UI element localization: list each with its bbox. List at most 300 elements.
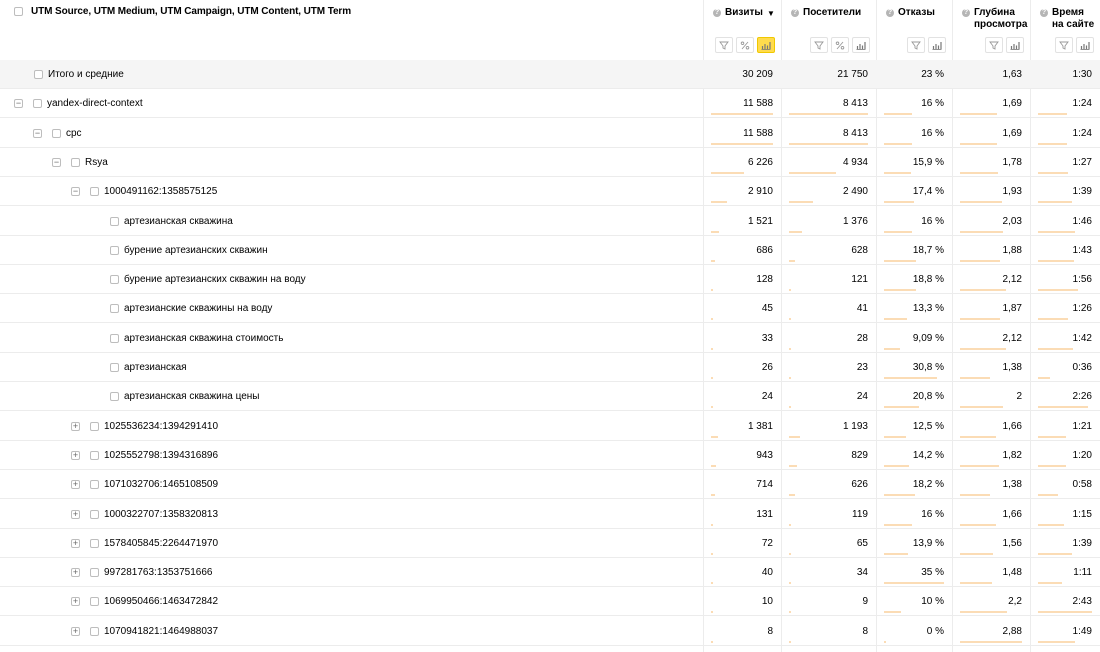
table-row[interactable] xyxy=(0,529,1100,558)
metric-value: 829 xyxy=(851,449,868,461)
metric-cell-bounce xyxy=(876,441,952,470)
share-bar xyxy=(960,260,1000,262)
row-dimension xyxy=(110,353,187,382)
share-bar xyxy=(960,201,1002,203)
metric-value: 1:46 xyxy=(1072,215,1092,227)
metric-value: 40 xyxy=(761,567,773,579)
metric-value: 16 % xyxy=(921,98,944,110)
row-label[interactable]: 1000322707:1358320813 xyxy=(104,508,219,520)
metric-cell-visitors xyxy=(781,470,876,499)
header-col-visitors xyxy=(781,0,876,60)
share-bar xyxy=(1038,143,1067,145)
row-label[interactable]: 1000491162:1358575125 xyxy=(104,186,218,198)
share-bar xyxy=(789,113,868,115)
metric-value: 23 xyxy=(856,362,868,373)
row-label[interactable]: артезианские скважины на воду xyxy=(124,303,273,315)
share-bar xyxy=(884,524,912,526)
share-bar xyxy=(1038,260,1074,262)
row-label[interactable]: 1578405845:2264471970 xyxy=(104,537,219,549)
table-row[interactable] xyxy=(0,89,1100,118)
metric-cell-bounce xyxy=(876,89,952,118)
metric-value: 1:21 xyxy=(1072,420,1092,432)
share-bar xyxy=(711,201,727,203)
metric-value: 1:43 xyxy=(1072,244,1092,256)
share-bar xyxy=(960,113,997,115)
sort-desc-icon[interactable]: ▼ xyxy=(766,9,775,18)
header-label-depth xyxy=(974,7,1027,31)
share-bar xyxy=(884,231,912,233)
metric-value: 131 xyxy=(756,508,773,520)
percent-icon[interactable] xyxy=(736,37,754,53)
share-bar xyxy=(711,611,713,613)
share-bar xyxy=(789,318,791,320)
row-checkbox[interactable] xyxy=(71,158,80,167)
row-checkbox[interactable] xyxy=(90,539,99,548)
share-bar xyxy=(711,553,713,555)
metric-value: 1,78 xyxy=(1002,156,1022,168)
filter-icon[interactable] xyxy=(985,37,1003,53)
share-bar xyxy=(960,494,990,496)
header-line2: на сайте xyxy=(1052,19,1095,30)
share-bar xyxy=(711,113,773,115)
row-checkbox[interactable] xyxy=(90,597,99,606)
header-title-depth[interactable] xyxy=(962,7,1027,31)
metric-cell-bounce xyxy=(876,207,952,236)
metric-value: 2 xyxy=(1016,391,1022,403)
metric-cell-bounce xyxy=(876,294,952,323)
row-label[interactable]: 1025536234:1394291410 xyxy=(104,420,219,432)
metric-value: 128 xyxy=(756,274,773,286)
share-bar xyxy=(789,289,791,291)
metric-value: 119 xyxy=(852,508,868,520)
metric-cell-depth xyxy=(952,60,1030,89)
metric-cell-time xyxy=(1030,353,1100,382)
share-bar xyxy=(1038,289,1078,291)
share-bar xyxy=(711,377,713,379)
row-checkbox[interactable] xyxy=(110,304,119,313)
metric-cell-depth xyxy=(952,617,1030,646)
metric-cell-time xyxy=(1030,382,1100,411)
metric-value: 72 xyxy=(761,537,773,549)
bars-icon[interactable] xyxy=(852,37,870,53)
row-label[interactable]: артезианская скважина стоимость xyxy=(124,332,284,344)
expand-icon[interactable]: + xyxy=(72,420,79,431)
header-line1: Визиты xyxy=(725,7,763,18)
row-checkbox[interactable] xyxy=(33,99,42,108)
collapse-icon[interactable]: − xyxy=(34,127,41,138)
collapse-icon[interactable]: − xyxy=(72,186,79,197)
metric-cell-time xyxy=(1030,207,1100,236)
share-bar xyxy=(789,406,791,408)
share-bar xyxy=(789,611,791,613)
share-bar xyxy=(1038,231,1075,233)
share-bar xyxy=(884,465,909,467)
column-tools xyxy=(1055,37,1094,53)
filter-icon[interactable] xyxy=(907,37,925,53)
expand-icon[interactable]: + xyxy=(72,596,79,607)
metric-value: 1:11 xyxy=(1073,567,1092,579)
metric-value: 65 xyxy=(856,537,868,549)
table-row[interactable] xyxy=(0,236,1100,265)
share-bar xyxy=(789,494,795,496)
share-bar xyxy=(960,436,996,438)
row-dimension xyxy=(71,529,218,558)
share-bar xyxy=(789,348,791,350)
table-row[interactable] xyxy=(0,177,1100,206)
row-checkbox[interactable] xyxy=(110,392,119,401)
metric-value: 1 521 xyxy=(747,215,773,227)
metric-cell-visits xyxy=(703,500,781,529)
table-row[interactable] xyxy=(0,294,1100,323)
metric-value: 20,8 % xyxy=(912,391,944,403)
bars-icon[interactable] xyxy=(928,37,946,53)
share-bar xyxy=(884,611,901,613)
share-bar xyxy=(884,348,900,350)
metric-cell-depth xyxy=(952,148,1030,177)
share-bar xyxy=(884,494,915,496)
expand-icon[interactable]: + xyxy=(72,449,79,460)
header-col-depth xyxy=(952,0,1030,60)
share-bar xyxy=(1038,611,1092,613)
row-checkbox[interactable] xyxy=(90,422,99,431)
metric-cell-time xyxy=(1030,294,1100,323)
share-bar xyxy=(711,318,713,320)
row-label[interactable]: 1025552798:1394316896 xyxy=(104,449,219,461)
metric-value: 1,69 xyxy=(1002,98,1022,110)
share-bar xyxy=(789,582,791,584)
metric-cell-time xyxy=(1030,441,1100,470)
totals-row[interactable] xyxy=(0,60,1100,89)
row-label[interactable]: 1070941821:1464988037 xyxy=(104,625,219,637)
header-line2: просмотра xyxy=(974,19,1028,30)
row-label[interactable]: артезианская скважина xyxy=(124,215,233,227)
metric-value: 1,63 xyxy=(1002,69,1022,80)
metric-cell-depth xyxy=(952,558,1030,587)
table-row[interactable] xyxy=(0,353,1100,382)
metric-value: 1,82 xyxy=(1002,449,1022,461)
share-bar xyxy=(1038,553,1072,555)
table-row[interactable] xyxy=(0,587,1100,616)
metric-cell-depth xyxy=(952,324,1030,353)
row-checkbox[interactable] xyxy=(52,129,61,138)
metric-cell-bounce xyxy=(876,265,952,294)
share-bar xyxy=(884,143,912,145)
metric-value: 0 % xyxy=(926,625,944,637)
metric-cell-bounce xyxy=(876,60,952,89)
share-bar xyxy=(960,524,996,526)
metric-value: 1,38 xyxy=(1002,362,1022,373)
share-bar xyxy=(884,582,944,584)
row-checkbox[interactable] xyxy=(90,451,99,460)
metric-cell-visitors xyxy=(781,382,876,411)
metric-value: 1,69 xyxy=(1002,127,1022,139)
metric-value: 1:15 xyxy=(1072,508,1092,520)
metric-cell-visits xyxy=(703,587,781,616)
header-title-visits[interactable] xyxy=(713,7,775,20)
metric-value: 626 xyxy=(851,479,868,491)
bars-glyph xyxy=(932,41,942,50)
share-bar xyxy=(1038,172,1068,174)
table-row[interactable] xyxy=(0,324,1100,353)
metric-cell-visitors xyxy=(781,617,876,646)
expand-icon[interactable]: + xyxy=(72,508,79,519)
row-checkbox[interactable] xyxy=(34,70,43,79)
metric-value: 33 xyxy=(761,332,773,344)
table-row[interactable] xyxy=(0,148,1100,177)
row-label[interactable]: 1071032706:1465108509 xyxy=(104,479,219,491)
bars-glyph xyxy=(1080,41,1090,50)
metric-value: 1:24 xyxy=(1072,98,1092,110)
metric-value: 10 xyxy=(761,596,773,608)
metric-cell-visitors xyxy=(781,236,876,265)
row-label[interactable]: 997281763:1353751666 xyxy=(104,567,213,579)
row-label[interactable]: Rsya xyxy=(85,156,108,168)
metric-value: 1,38 xyxy=(1002,479,1022,491)
metric-value: 30 209 xyxy=(742,69,773,80)
metric-value: 2:26 xyxy=(1072,391,1092,403)
metric-cell-time xyxy=(1030,265,1100,294)
table-row[interactable] xyxy=(0,207,1100,236)
row-dimension xyxy=(71,412,218,441)
expand-icon[interactable]: + xyxy=(72,479,79,490)
expand-icon[interactable]: + xyxy=(72,567,79,578)
row-dimension xyxy=(14,89,143,118)
metric-value: 16 % xyxy=(921,508,944,520)
metric-value: 16 % xyxy=(921,215,944,227)
row-checkbox[interactable] xyxy=(110,363,119,372)
share-bar xyxy=(884,113,912,115)
share-bar xyxy=(789,553,791,555)
row-dimension xyxy=(110,236,268,265)
metric-value: 8 xyxy=(862,625,868,637)
metric-value: 686 xyxy=(756,244,773,256)
metric-cell-visitors xyxy=(781,60,876,89)
metric-cell-visits xyxy=(703,558,781,587)
metric-cell-bounce xyxy=(876,617,952,646)
collapse-icon[interactable]: − xyxy=(15,98,22,109)
collapse-icon[interactable]: − xyxy=(53,156,60,167)
metric-cell-depth xyxy=(952,236,1030,265)
metric-value: 1:56 xyxy=(1072,274,1092,286)
metric-value: 16 % xyxy=(921,127,944,139)
expand-icon[interactable]: + xyxy=(72,537,79,548)
bars-icon[interactable] xyxy=(1006,37,1024,53)
metric-cell-visitors xyxy=(781,265,876,294)
row-label[interactable]: артезианская xyxy=(124,362,187,373)
row-label[interactable]: бурение артезианских скважин xyxy=(124,244,268,256)
metric-value: 628 xyxy=(851,244,868,256)
filter-glyph xyxy=(989,41,999,50)
column-tools xyxy=(810,37,870,53)
metric-cell-visits xyxy=(703,382,781,411)
bars-icon[interactable] xyxy=(1076,37,1094,53)
metric-cell-time xyxy=(1030,412,1100,441)
header-label-visitors xyxy=(803,7,861,19)
row-label[interactable]: yandex-direct-context xyxy=(47,98,143,110)
help-icon[interactable]: ? xyxy=(714,9,720,16)
row-checkbox[interactable] xyxy=(110,334,119,343)
bars-icon[interactable] xyxy=(757,37,775,53)
header-title-time[interactable] xyxy=(1040,7,1094,31)
metric-cell-visits xyxy=(703,177,781,206)
share-bar xyxy=(960,289,1006,291)
percent-glyph xyxy=(835,41,845,50)
metric-cell-bounce xyxy=(876,529,952,558)
header-col-time xyxy=(1030,0,1100,60)
table-row[interactable] xyxy=(0,617,1100,646)
metric-cell-visitors xyxy=(781,207,876,236)
table-header xyxy=(0,0,1100,61)
metric-value: 30,8 % xyxy=(912,362,944,373)
share-bar xyxy=(1038,582,1062,584)
metric-cell-visitors xyxy=(781,558,876,587)
row-dimension xyxy=(110,265,306,294)
share-bar xyxy=(789,436,800,438)
row-checkbox[interactable] xyxy=(90,627,99,636)
row-checkbox[interactable] xyxy=(90,480,99,489)
metric-value: 1:39 xyxy=(1072,186,1092,198)
share-bar xyxy=(711,289,713,291)
share-bar xyxy=(960,231,1003,233)
metric-value: 1:20 xyxy=(1072,449,1092,461)
metric-value: 2,12 xyxy=(1002,332,1022,344)
metric-cell-visitors xyxy=(781,587,876,616)
metric-cell-bounce xyxy=(876,324,952,353)
metric-cell-time xyxy=(1030,617,1100,646)
row-dimension xyxy=(110,324,283,353)
table-row[interactable] xyxy=(0,119,1100,148)
row-checkbox[interactable] xyxy=(110,275,119,284)
share-bar xyxy=(789,172,836,174)
table-row[interactable] xyxy=(0,470,1100,499)
row-label[interactable]: cpc xyxy=(66,127,82,139)
percent-icon[interactable] xyxy=(831,37,849,53)
metric-value: 4 934 xyxy=(842,156,868,168)
share-bar xyxy=(711,231,719,233)
metric-cell-visits xyxy=(703,470,781,499)
share-bar xyxy=(884,406,919,408)
header-label-visits xyxy=(725,7,763,19)
metric-cell-visitors xyxy=(781,177,876,206)
share-bar xyxy=(884,260,916,262)
row-label[interactable]: бурение артезианских скважин на воду xyxy=(124,274,306,286)
share-bar xyxy=(884,318,907,320)
share-bar xyxy=(960,172,998,174)
share-bar xyxy=(1038,348,1073,350)
metric-value: 11 588 xyxy=(743,98,773,110)
header-label-bounce xyxy=(898,7,935,19)
filter-icon[interactable] xyxy=(715,37,733,53)
metric-cell-visits xyxy=(703,324,781,353)
table-row[interactable] xyxy=(0,265,1100,294)
row-checkbox[interactable] xyxy=(90,568,99,577)
expand-icon[interactable]: + xyxy=(72,625,79,636)
metric-value: 1,87 xyxy=(1002,303,1022,315)
row-checkbox[interactable] xyxy=(90,510,99,519)
metric-cell-bounce xyxy=(876,148,952,177)
table-row[interactable] xyxy=(0,500,1100,529)
metric-value: 1:24 xyxy=(1072,127,1092,139)
table-row[interactable] xyxy=(0,412,1100,441)
row-checkbox[interactable] xyxy=(110,246,119,255)
metric-value: 2,88 xyxy=(1002,625,1022,637)
share-bar xyxy=(960,553,993,555)
metric-cell-visits xyxy=(703,265,781,294)
metric-cell-visitors xyxy=(781,294,876,323)
metric-cell-visits xyxy=(703,236,781,265)
metric-value: 1:26 xyxy=(1072,303,1092,315)
help-icon[interactable]: ? xyxy=(963,9,969,16)
header-title-bounce[interactable] xyxy=(886,7,935,19)
bars-glyph xyxy=(856,41,866,50)
help-icon[interactable]: ? xyxy=(1041,9,1047,16)
share-bar xyxy=(711,641,713,643)
share-bar xyxy=(711,348,713,350)
metric-value: 17,4 % xyxy=(912,186,944,198)
share-bar xyxy=(1038,201,1072,203)
metric-value: 24 xyxy=(761,391,773,403)
metric-cell-depth xyxy=(952,441,1030,470)
row-label[interactable]: артезианская скважина цены xyxy=(124,391,260,403)
metric-cell-visitors xyxy=(781,324,876,353)
metric-value: 1,66 xyxy=(1002,420,1022,432)
share-bar xyxy=(711,436,718,438)
row-checkbox[interactable] xyxy=(110,217,119,226)
metric-cell-depth xyxy=(952,119,1030,148)
row-dimension xyxy=(71,558,212,587)
metric-value: 2,12 xyxy=(1002,274,1022,286)
metric-value: 35 % xyxy=(921,567,944,579)
metric-value: 1,56 xyxy=(1002,537,1022,549)
metric-value: 18,7 % xyxy=(912,244,944,256)
metric-cell-bounce xyxy=(876,587,952,616)
metric-value: 1 381 xyxy=(747,420,773,432)
help-icon[interactable]: ? xyxy=(887,9,893,16)
share-bar xyxy=(960,641,1022,643)
filter-glyph xyxy=(814,41,824,50)
row-dimension xyxy=(33,119,82,148)
filter-icon[interactable] xyxy=(810,37,828,53)
table-row[interactable] xyxy=(0,441,1100,470)
row-dimension xyxy=(110,382,259,411)
metric-value: 714 xyxy=(756,479,773,491)
dimension-header xyxy=(14,6,351,17)
select-all-checkbox[interactable] xyxy=(14,7,23,16)
table-row[interactable] xyxy=(0,382,1100,411)
metric-cell-bounce xyxy=(876,119,952,148)
row-label[interactable]: 1069950466:1463472842 xyxy=(104,596,219,608)
row-checkbox[interactable] xyxy=(90,187,99,196)
share-bar xyxy=(711,524,713,526)
metric-cell-visits xyxy=(703,119,781,148)
metric-value: 1:30 xyxy=(1072,69,1092,80)
filter-icon[interactable] xyxy=(1055,37,1073,53)
share-bar xyxy=(711,582,713,584)
row-label[interactable]: Итого и средние xyxy=(48,69,124,80)
share-bar xyxy=(960,318,1000,320)
table-row[interactable] xyxy=(0,558,1100,587)
header-line1: Посетители xyxy=(803,7,862,18)
metric-cell-depth xyxy=(952,265,1030,294)
header-title-visitors[interactable] xyxy=(791,7,861,19)
metric-cell-time xyxy=(1030,324,1100,353)
metric-value: 121 xyxy=(851,274,868,286)
metric-cell-bounce xyxy=(876,236,952,265)
metric-value: 23 % xyxy=(921,69,944,80)
metric-cell-visitors xyxy=(781,412,876,441)
metric-cell-visits xyxy=(703,441,781,470)
help-icon[interactable]: ? xyxy=(792,9,798,16)
